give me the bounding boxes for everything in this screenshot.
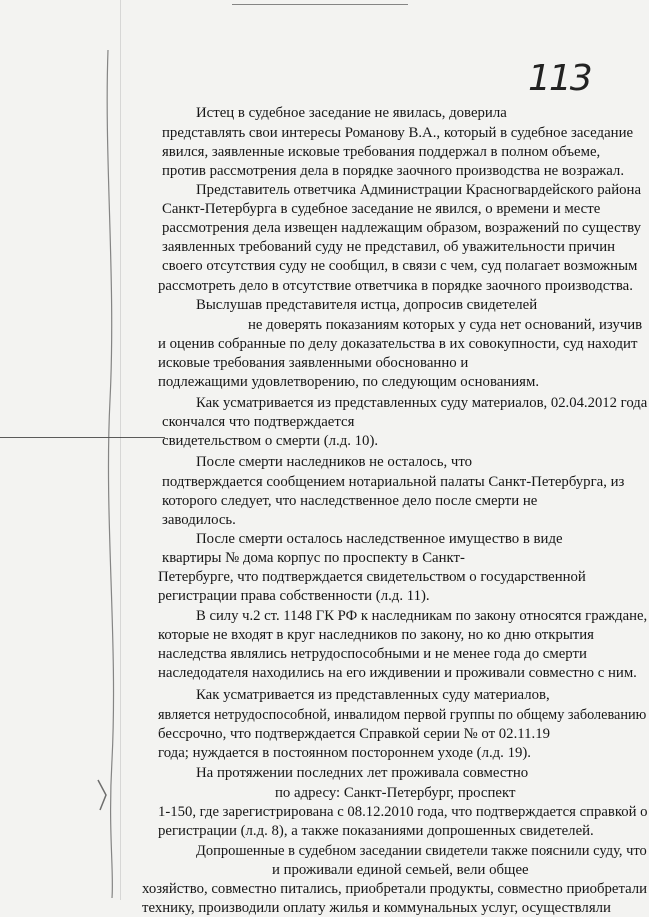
text-line: представлять свои интересы Романову В.А., который в судебное заседание	[162, 125, 634, 141]
text-line: наследства являлись нетрудоспособными и не менее года до смерти	[158, 646, 587, 662]
text-line: регистрации права собственности (л.д. 11).	[158, 588, 430, 604]
text-line: своего отсутствия суду не сообщил, в связи с чем, суд полагает возможным	[162, 258, 638, 274]
text-line: и проживали единой семьей, вели общее	[272, 862, 529, 878]
scan-artifact-line	[232, 4, 408, 5]
text-line: является нетрудоспособной, инвалидом первой группы по общему заболеванию	[158, 707, 647, 723]
text-line: Представитель ответчика Администрации Красногвардейского района	[196, 182, 642, 198]
text-line: Выслушав представителя истца, допросив свидетелей	[196, 297, 538, 313]
text-line: года; нуждается в постоянном постороннем уходе (л.д. 19).	[158, 745, 532, 761]
text-line: Допрошенные в судебном заседании свидетели также пояснили суду, что	[196, 843, 647, 859]
text-line: заявленных требований суду не представил, об уважительности причин	[162, 239, 616, 255]
text-line: регистрации (л.д. 8), а также показаниями допрошенных свидетелей.	[158, 823, 594, 839]
text-line: В силу ч.2 ст. 1148 ГК РФ к наследникам по закону относятся граждане,	[196, 608, 648, 624]
text-line: бессрочно, что подтверждается Справкой серии № от 02.11.19	[158, 726, 551, 742]
text-line: После смерти наследников не осталось, что	[196, 454, 472, 470]
text-line: не доверять показаниям которых у суда нет оснований, изучив	[248, 317, 643, 333]
text-line: технику, производили оплату жилья и коммунальных услуг, осуществляли	[142, 900, 611, 916]
text-line: Как усматривается из представленных суду материалов, 02.04.2012 года	[196, 395, 648, 411]
fold-mark	[0, 437, 165, 438]
text-line: рассмотрения дела извещен надлежащим образом, возражений по существу	[162, 220, 642, 236]
binding-marks	[94, 40, 124, 900]
text-line: После смерти осталось наследственное имущество в виде	[196, 531, 563, 547]
text-line: скончался что подтверждается	[162, 414, 355, 430]
text-line: и оценив собранные по делу доказательства в их совокупности, суд находит	[158, 336, 638, 352]
text-line: хозяйство, совместно питались, приобретали продукты, совместно приобретали	[142, 881, 648, 897]
text-line: явился, заявленные исковые требования поддержал в полном объеме,	[162, 144, 601, 160]
text-line: Петербурге, что подтверждается свидетельством о государственной	[158, 569, 586, 585]
text-line: которого следует, что наследственное дело после смерти не	[162, 493, 538, 509]
text-line: На протяжении последних лет проживала совместно	[196, 765, 529, 781]
text-line: заводилось.	[162, 512, 236, 528]
text-line: Истец в судебное заседание не явилась, доверила	[196, 105, 507, 121]
page-number: 113	[528, 58, 591, 99]
text-line: 1-150, где зарегистрирована с 08.12.2010 года, что подтверждается справкой о	[158, 804, 648, 820]
text-line: Санкт-Петербурга в судебное заседание не явился, о времени и месте	[162, 201, 601, 217]
text-line: которые не входят в круг наследников по закону, но ко дню открытия	[158, 627, 594, 643]
text-line: свидетельством о смерти (л.д. 10).	[162, 433, 379, 449]
text-line: подлежащими удовлетворению, по следующим основаниям.	[158, 374, 540, 390]
text-line: наследодателя находились на его иждивении и проживали совместно с ним.	[158, 665, 637, 681]
text-line: Как усматривается из представленных суду материалов,	[196, 687, 550, 703]
text-line: рассмотреть дело в отсутствие ответчика в порядке заочного производства.	[158, 278, 633, 294]
text-line: по адресу: Санкт-Петербург, проспект	[275, 785, 516, 801]
text-line: против рассмотрения дела в порядке заочного производства не возражал.	[162, 163, 625, 179]
text-line: квартиры № дома корпус по проспекту в Санкт-	[162, 550, 465, 566]
text-line: исковые требования заявленными обоснованно и	[158, 355, 469, 371]
text-line: подтверждается сообщением нотариальной палаты Санкт-Петербурга, из	[162, 474, 625, 490]
